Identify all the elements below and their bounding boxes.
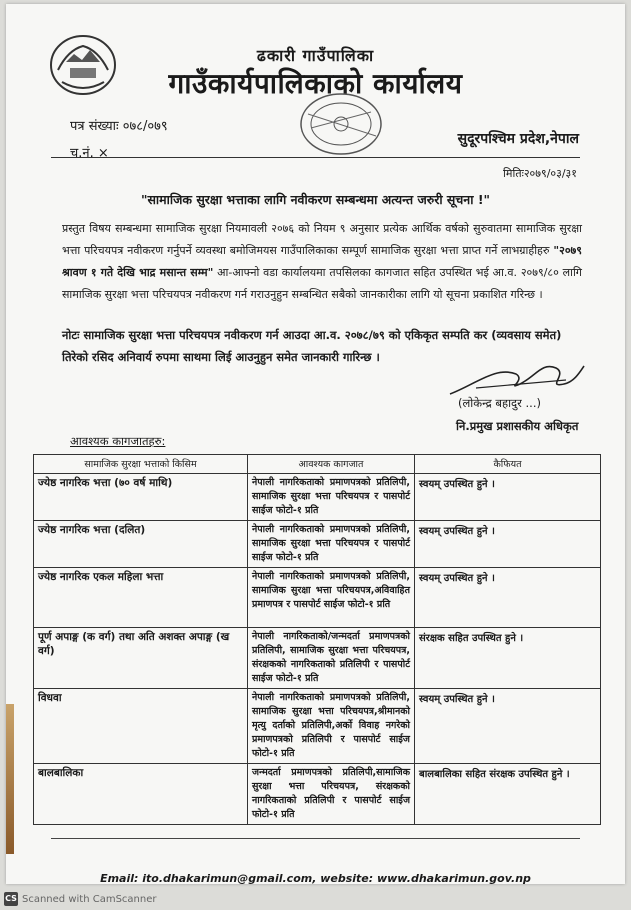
required-documents: नेपाली नागरिकताको प्रमाणपत्रको प्रतिलिपी, सामाजिक सुरक्षा भत्ता परिचयपत्र र पासपोर्ट साईज फोटो-१ प्रति	[248, 474, 415, 521]
table-row	[34, 568, 601, 628]
column-header: सामाजिक सुरक्षा भत्ताको किसिम	[34, 455, 248, 474]
documents-heading: आवश्यक कागजातहरु:	[70, 434, 166, 448]
allowance-type: बालबालिका	[34, 764, 248, 825]
allowance-type: ज्येष्ठ नागरिक एकल महिला भत्ता	[34, 568, 248, 628]
notice-body-part2: आ-आफ्नो वडा कार्यालयमा तपसिलका कागजात सहित उपस्थित भई आ.व. २०७९/८० लागि सामाजिक सुरक्षा भत्ता परिचयपत्र नवीकरण गर्न गराउनुहुन सम्बन्धित सबैको जानकारीका लागि यो सूचना प्रकाशित गरिन्छ ।	[62, 266, 582, 301]
signer-designation: नि.प्रमुख प्रशासकीय अधिकृत	[456, 419, 579, 433]
remarks: बालबालिका सहित संरक्षक उपस्थित हुने ।	[415, 764, 601, 825]
allowance-type: विधवा	[34, 689, 248, 764]
header-divider	[51, 157, 580, 158]
notice-body	[62, 218, 582, 306]
footer-contact: Email: ito.dhakarimun@gmail.com, website: www.dhakarimun.gov.np	[100, 872, 531, 885]
remarks: स्वयम् उपस्थित हुने ।	[415, 689, 601, 764]
office-seal-stamp	[286, 84, 396, 164]
notice-date: मितिः२०७९/०३/३१	[503, 167, 577, 180]
municipality-name: ढकारी गाउँपालिका	[256, 46, 375, 65]
allowance-type: पूर्ण अपाङ्ग (क वर्ग) तथा अति अशक्त अपाङ्ग (ख वर्ग)	[34, 628, 248, 689]
table-row	[34, 521, 601, 568]
dispatch-mark: ×	[97, 146, 109, 161]
dispatch-label: च.नं.	[70, 146, 94, 161]
required-documents: नेपाली नागरिकताको प्रमाणपत्रको प्रतिलिपी, सामाजिक सुरक्षा भत्ता परिचयपत्र र पासपोर्ट साईज फोटो-१ प्रति	[248, 521, 415, 568]
table-row	[34, 689, 601, 764]
remarks: स्वयम् उपस्थित हुने ।	[415, 521, 601, 568]
notice-title: "सामाजिक सुरक्षा भत्ताका लागि नवीकरण सम्बन्धमा अत्यन्त जरुरी सूचना !"	[140, 192, 491, 207]
reference-number: पत्र संख्याः ०७८/०७९	[70, 119, 168, 134]
table-row	[34, 628, 601, 689]
required-documents: जन्मदर्ता प्रमाणपत्रको प्रतिलिपी,सामाजिक सुरक्षा भत्ता परिचयपत्र, संरक्षकको नागरिकताको प्रतिलिपी र पासपोर्ट साईज फोटो-१ प्रति	[248, 764, 415, 825]
signer-name: (लोकेन्द्र बहादुर ...)	[458, 396, 541, 410]
table-header-row	[34, 455, 601, 474]
required-documents: नेपाली नागरिकताको प्रमाणपत्रको प्रतिलिपी, सामाजिक सुरक्षा भत्ता परिचयपत्र,अविवाहित प्रमाणपत्र र पासपोर्ट साईज फोटो-१ प्रति	[248, 568, 415, 628]
notice-body-part1: प्रस्तुत विषय सम्बन्धमा सामाजिक सुरक्षा नियमावली २०७६ को नियम ९ अनुसार प्रत्येक आर्थिक वर्षको सुरुवातमा सामाजिक सुरक्षा भत्ता परिचयपत्र नवीकरण गर्नुपर्ने व्यवस्था बमोजिमयस गाउँपालिकाका सम्पूर्ण सामाजिक सुरक्षा भत्ता प्राप्त गर्ने लाभग्राहीहरु	[62, 222, 582, 257]
required-documents: नेपाली नागरिकताको/जन्मदर्ता प्रमाणपत्रको प्रतिलिपी, सामाजिक सुरक्षा भत्ता परिचयपत्र, संरक्षकको नागरिकताको प्रतिलिपी र पासपोर्ट साईज फोटो-१ प्रति	[248, 628, 415, 689]
column-header: आवश्यक कागजात	[248, 455, 415, 474]
notice-body-highlight: "२०७९ श्रावण १ गते देखि भाद्र मसान्त सम्म"	[62, 244, 582, 279]
page-edge-shadow	[6, 704, 14, 854]
province-name: सुदूरपश्चिम प्रदेश,नेपाल	[457, 131, 579, 147]
table-row	[34, 474, 601, 521]
remarks: स्वयम् उपस्थित हुने ।	[415, 474, 601, 521]
column-header: कैफियत	[415, 455, 601, 474]
scanner-label: Scanned with CamScanner	[22, 893, 157, 905]
notice-page	[6, 4, 625, 884]
office-name: गाउँकार्यपालिकाको कार्यालय	[168, 67, 463, 100]
footer-divider	[51, 838, 580, 839]
dispatch-number	[70, 143, 109, 161]
remarks: स्वयम् उपस्थित हुने ।	[415, 568, 601, 628]
allowance-type: ज्येष्ठ नागरिक भत्ता (दलित)	[34, 521, 248, 568]
camscanner-icon: CS	[4, 892, 18, 906]
table-row	[34, 764, 601, 825]
documents-table	[33, 454, 601, 825]
remarks: संरक्षक सहित उपस्थित हुने ।	[415, 628, 601, 689]
allowance-type: ज्येष्ठ नागरिक भत्ता (७० वर्ष माथि)	[34, 474, 248, 521]
scanner-watermark	[4, 892, 157, 906]
notice-note: नोटः सामाजिक सुरक्षा भत्ता परिचयपत्र नवीकरण गर्न आउदा आ.व. २०७८/७९ को एकिकृत सम्पति कर (व्यवसाय समेत) तिरेको रसिद अनिवार्य रुपमा साथमा लिई आउनुहुन समेत जानकारी गारिन्छ ।	[62, 328, 562, 364]
required-documents: नेपाली नागरिकताको प्रमाणपत्रको प्रतिलिपी, सामाजिक सुरक्षा भत्ता परिचयपत्र,श्रीमानको मृत्यु दर्ताको प्रतिलिपी,अर्को विवाह नगरेको प्रमाणपत्रको प्रतिलिपी र पासपोर्ट साईज फोटो-१ प्रति	[248, 689, 415, 764]
